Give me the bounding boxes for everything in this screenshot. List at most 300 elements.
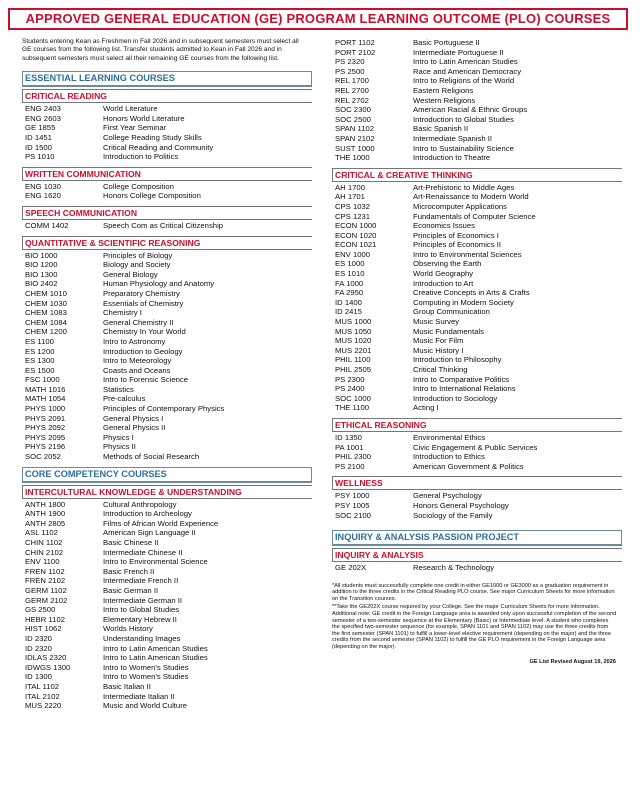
course-row <box>22 356 312 366</box>
course-row <box>332 317 622 327</box>
course-row <box>22 615 312 625</box>
course-code: PA 1001 <box>335 442 364 452</box>
critical-creative-heading: CRITICAL & CREATIVE THINKING <box>332 168 622 182</box>
footnote: **Take the GE202X course required by your College. See the major Curriculum Sheets for more information. <box>332 603 600 610</box>
course-row <box>332 183 622 193</box>
course-title: Introduction to Sociology <box>413 393 498 403</box>
course-row <box>22 548 312 558</box>
course-title: Intro to Women's Studies <box>103 672 189 682</box>
course-code: PHIL 2505 <box>335 365 372 374</box>
wellness-list <box>332 491 622 520</box>
course-code: ANTH 2805 <box>25 518 66 528</box>
course-title: Honors World Literature <box>103 113 185 123</box>
course-row <box>22 385 312 395</box>
course-title: Basic French II <box>103 566 155 576</box>
course-row <box>332 511 622 521</box>
course-row <box>332 115 622 125</box>
course-row <box>332 124 622 134</box>
course-code: PSY 1000 <box>335 491 370 501</box>
course-code: PHYS 2092 <box>25 423 66 433</box>
course-code: ITAL 1102 <box>25 681 60 691</box>
course-title: Intermediate Spanish II <box>413 133 493 143</box>
course-code: CHEM 1200 <box>25 327 67 337</box>
course-row <box>332 231 622 241</box>
course-title: Basic Italian II <box>103 681 151 691</box>
course-code: ES 1500 <box>25 365 55 375</box>
course-title: Understanding Images <box>103 633 181 643</box>
course-title: General Physics II <box>103 423 166 433</box>
course-code: REL 2700 <box>335 85 369 95</box>
course-title: Basic Spanish II <box>413 124 469 134</box>
course-title: College Reading Study Skills <box>103 133 202 142</box>
course-title: General Physics I <box>103 413 164 423</box>
course-row <box>22 644 312 654</box>
course-code: CHEM 1030 <box>25 298 67 308</box>
course-row <box>332 443 622 453</box>
course-code: SOC 2052 <box>25 452 61 462</box>
course-row <box>332 491 622 501</box>
course-title: American Racial & Ethnic Groups <box>413 105 528 115</box>
course-code: SUST 1000 <box>335 143 375 153</box>
footnotes <box>332 583 617 651</box>
intro-text: Students entering Kean as Freshmen in Fall 2026 and in subsequent semesters must select all GE courses from the following list. Transfer students admitted to Kean in Fall 2026 and in subsequent semesters must select all their remaining GE courses from the following list. <box>22 38 299 62</box>
course-title: Human Physiology and Anatomy <box>103 279 215 289</box>
course-title: Intermediate Chinese II <box>103 547 183 557</box>
course-row <box>22 289 312 299</box>
course-title: Economics Issues <box>413 221 475 231</box>
course-row <box>332 96 622 106</box>
course-row <box>22 682 312 692</box>
course-code: GERM 2102 <box>25 595 68 605</box>
course-code: BIO 2402 <box>25 279 58 289</box>
course-code: THE 1100 <box>335 403 370 413</box>
course-code: PHYS 1000 <box>25 404 66 414</box>
course-title: Speech Com as Critical Citizenship <box>103 220 224 230</box>
course-code: PHIL 2300 <box>335 452 372 462</box>
course-title: Critical Reading and Community <box>103 142 214 152</box>
course-code: MUS 1000 <box>335 317 372 327</box>
course-code: ID 2320 <box>25 633 52 643</box>
course-code: ENG 1620 <box>25 191 61 201</box>
course-row <box>22 337 312 347</box>
course-title: Intro to Comparative Politics <box>413 374 510 384</box>
course-code: ES 1010 <box>335 269 365 279</box>
course-title: Chemistry In Your World <box>103 327 186 337</box>
inquiry-list <box>332 563 622 573</box>
course-row <box>332 67 622 77</box>
course-row <box>332 134 622 144</box>
course-row <box>22 519 312 529</box>
course-row <box>332 298 622 308</box>
course-row <box>332 501 622 511</box>
course-title: Intro to Meteorology <box>103 356 172 366</box>
wellness-heading: WELLNESS <box>332 476 622 490</box>
course-title: Introduction to Politics <box>103 152 179 162</box>
course-title: Music History I <box>413 345 464 355</box>
course-row <box>332 212 622 222</box>
course-title: American Sign Language II <box>103 528 196 538</box>
course-title: Art-Renaissance to Modern World <box>413 192 529 202</box>
course-row <box>22 692 312 702</box>
critical-reading-list <box>22 104 312 162</box>
course-row <box>22 567 312 577</box>
course-code: SOC 2500 <box>335 114 371 124</box>
course-code: MUS 2201 <box>335 345 372 355</box>
course-code: ID 1300 <box>25 672 52 682</box>
course-row <box>22 299 312 309</box>
course-row <box>332 38 622 48</box>
course-code: ES 1300 <box>25 356 55 366</box>
course-code: ANTH 1800 <box>25 499 66 509</box>
course-code: AH 1701 <box>335 192 365 202</box>
course-code: FA 1000 <box>335 278 364 288</box>
course-row <box>332 462 622 472</box>
course-row <box>332 384 622 394</box>
course-title: Introduction to Geology <box>103 346 183 356</box>
course-title: Music and World Culture <box>103 701 188 711</box>
course-title: Intermediate German II <box>103 595 183 605</box>
course-row <box>22 152 312 162</box>
course-code: ES 1100 <box>25 336 54 346</box>
course-row <box>22 414 312 424</box>
course-row <box>22 133 312 143</box>
course-title: Introduction to Archeology <box>103 509 192 519</box>
inquiry-heading: INQUIRY & ANALYSIS PASSION PROJECT <box>332 530 622 546</box>
page-title: APPROVED GENERAL EDUCATION (GE) PROGRAM LEARNING OUTCOME (PLO) COURSES <box>8 8 628 30</box>
course-title: Intermediate Italian II <box>103 691 175 701</box>
course-code: GE 1855 <box>25 123 56 133</box>
course-row <box>332 57 622 67</box>
course-title: Eastern Religions <box>413 85 474 95</box>
course-title: Creative Concepts in Arts & Crafts <box>413 288 530 298</box>
course-code: MUS 1020 <box>335 336 372 346</box>
course-code: ID 1500 <box>25 142 52 152</box>
course-code: PS 2400 <box>335 384 365 394</box>
course-title: Intro to Environmental Science <box>103 557 208 567</box>
course-row <box>22 624 312 634</box>
course-row <box>22 375 312 385</box>
quantitative-list <box>22 251 312 462</box>
course-title: Microcomputer Applications <box>413 201 507 211</box>
course-code: PHYS 2091 <box>25 413 66 423</box>
course-code: PORT 2102 <box>335 47 376 57</box>
course-row <box>22 442 312 452</box>
course-title: Introduction to Art <box>413 278 474 288</box>
course-code: HEBR 1102 <box>25 614 66 624</box>
course-row <box>332 250 622 260</box>
core-heading: CORE COMPETENCY COURSES <box>22 467 312 483</box>
course-title: Group Communication <box>413 307 490 317</box>
course-code: CHIN 2102 <box>25 547 64 557</box>
course-row <box>332 307 622 317</box>
course-row <box>22 114 312 124</box>
course-row <box>332 375 622 385</box>
course-code: PS 1010 <box>25 152 55 162</box>
course-title: Intro to Religions of the World <box>413 76 515 86</box>
course-row <box>22 557 312 567</box>
course-title: Intro to Latin American Studies <box>103 653 208 663</box>
course-code: PHYS 2095 <box>25 432 66 442</box>
course-title: Intro to Women's Studies <box>103 662 189 672</box>
course-row <box>332 433 622 443</box>
course-title: Intro to Sustainability Science <box>413 143 514 153</box>
course-row <box>332 355 622 365</box>
course-code: MATH 1016 <box>25 384 66 394</box>
course-title: Research & Technology <box>413 563 495 573</box>
course-row <box>22 576 312 586</box>
course-title: Music Fundamentals <box>413 326 484 336</box>
course-code: ENV 1000 <box>335 249 371 259</box>
course-row <box>22 653 312 663</box>
course-row <box>22 538 312 548</box>
course-code: MUS 1050 <box>335 326 372 336</box>
course-title: Acting I <box>413 403 439 413</box>
course-code: ENG 2603 <box>25 113 61 123</box>
course-row <box>332 403 622 413</box>
course-title: World Geography <box>413 269 474 279</box>
course-code: BIO 1300 <box>25 269 58 279</box>
course-code: IDWGS 1300 <box>25 662 71 672</box>
course-code: SPAN 2102 <box>335 133 375 143</box>
course-code: CHEM 1010 <box>25 288 67 298</box>
course-title: Intro to Latin American Studies <box>103 643 208 653</box>
course-code: PS 2300 <box>335 374 365 384</box>
course-code: FA 2950 <box>335 288 364 298</box>
course-row <box>22 596 312 606</box>
course-row <box>332 259 622 269</box>
course-row <box>22 191 312 201</box>
course-row <box>22 270 312 280</box>
course-title: Intro to Astronomy <box>103 336 166 346</box>
course-title: Sociology of the Family <box>413 510 493 520</box>
course-row <box>22 605 312 615</box>
course-title: Music Survey <box>413 317 460 327</box>
course-code: ENV 1100 <box>25 557 60 567</box>
course-row <box>332 327 622 337</box>
course-code: ECON 1021 <box>335 240 377 250</box>
course-code: THE 1000 <box>335 153 370 163</box>
course-row <box>22 663 312 673</box>
course-code: SOC 1000 <box>335 393 371 403</box>
course-row <box>332 288 622 298</box>
course-title: Intro to Environmental Sciences <box>413 249 522 259</box>
course-row <box>332 269 622 279</box>
course-row <box>22 327 312 337</box>
course-code: CHEM 1084 <box>25 317 67 327</box>
course-code: ID 2415 <box>335 307 362 317</box>
course-title: Introduction to Ethics <box>413 452 485 462</box>
course-title: General Chemistry II <box>103 317 174 327</box>
course-row <box>332 279 622 289</box>
course-code: ID 1350 <box>335 432 362 442</box>
course-code: BIO 1000 <box>25 250 58 260</box>
course-row <box>332 452 622 462</box>
course-code: MATH 1054 <box>25 394 66 404</box>
course-code: CHIN 1102 <box>25 538 63 547</box>
course-code: HIST 1062 <box>25 624 62 634</box>
course-title: Honors General Psychology <box>413 500 509 510</box>
course-row <box>332 394 622 404</box>
ethical-list <box>332 433 622 471</box>
course-row <box>22 509 312 519</box>
course-row <box>22 123 312 133</box>
speech-communication-heading: SPEECH COMMUNICATION <box>22 206 312 220</box>
course-row <box>22 366 312 376</box>
course-title: College Composition <box>103 181 174 191</box>
course-title: World Literature <box>103 104 158 114</box>
course-title: Physics II <box>103 442 136 452</box>
course-code: ASL 1102 <box>25 528 58 538</box>
course-title: Intro to Global Studies <box>103 605 180 615</box>
course-code: ECON 1000 <box>335 221 377 231</box>
course-title: Intermediate French II <box>103 576 179 586</box>
course-row <box>22 500 312 510</box>
course-title: Statistics <box>103 384 134 394</box>
course-row <box>22 221 312 231</box>
course-title: Fundamentals of Computer Science <box>413 211 536 221</box>
course-row <box>332 76 622 86</box>
course-code: PS 2320 <box>335 57 365 67</box>
course-title: Art-Prehistoric to Middle Ages <box>413 182 515 192</box>
course-row <box>332 346 622 356</box>
course-title: Western Religions <box>413 95 476 105</box>
course-code: FREN 1102 <box>25 566 65 576</box>
course-code: ANTH 1900 <box>25 509 66 519</box>
course-row <box>22 433 312 443</box>
course-code: COMM 1402 <box>25 220 69 230</box>
course-title: Introduction to Global Studies <box>413 114 514 124</box>
course-code: REL 1700 <box>335 76 369 86</box>
course-title: Worlds History <box>103 624 153 634</box>
course-title: Intro to Latin American Studies <box>413 57 518 67</box>
revised-date: GE List Revised August 19, 2026 <box>529 658 616 665</box>
course-code: FSC 1000 <box>25 375 60 385</box>
course-code: CPS 1231 <box>335 211 371 221</box>
course-code: ID 1400 <box>335 297 362 307</box>
course-code: ECON 1020 <box>335 230 377 240</box>
course-row <box>22 701 312 711</box>
footnote: Additional note: GE credit in the Foreign Language area is awarded only upon successful completion of the second semester of a two-semester sequence at the Elementary (Basic) or Intermediate level. A student who completes the specified two-semester sequence (for example, SPAN 1101 and SPAN 1102) may use the three credits from the first semester (SPAN 1101) to fulfill a lower-level elective requirement (depending on the major) and the three credits from the second semester (SPAN 1102) to fulfill the GE PLO requirement in the Foreign Language area (depending on the major). <box>332 611 617 651</box>
speech-communication-list <box>22 221 312 231</box>
course-title: Principles of Biology <box>103 250 173 260</box>
course-code: GERM 1102 <box>25 585 67 595</box>
course-code: ID 1451 <box>25 133 52 142</box>
course-code: ES 1200 <box>25 346 55 356</box>
inquiry-analysis-heading: INQUIRY & ANALYSIS <box>332 548 622 562</box>
course-code: MUS 2220 <box>25 701 62 711</box>
course-title: Intro to International Relations <box>413 384 516 394</box>
course-code: ES 1000 <box>335 259 365 269</box>
course-code: PS 2500 <box>335 66 365 76</box>
right-column <box>332 38 622 665</box>
course-title: Environmental Ethics <box>413 432 486 442</box>
course-code: SPAN 1102 <box>335 124 375 134</box>
course-row <box>22 394 312 404</box>
course-code: PORT 1102 <box>335 38 375 47</box>
course-title: Pre-calculus <box>103 394 146 404</box>
course-title: Principles of Contemporary Physics <box>103 404 225 414</box>
course-title: Observing the Earth <box>413 259 482 269</box>
course-row <box>332 144 622 154</box>
course-title: Introduction to Philosophy <box>413 355 502 365</box>
course-code: PSY 1005 <box>335 500 370 510</box>
course-row <box>332 221 622 231</box>
course-row <box>332 202 622 212</box>
quantitative-heading: QUANTITATIVE & SCIENTIFIC REASONING <box>22 236 312 250</box>
course-row <box>332 105 622 115</box>
course-code: REL 2702 <box>335 95 369 105</box>
course-title: Critical Thinking <box>413 365 468 374</box>
essential-heading: ESSENTIAL LEARNING COURSES <box>22 71 312 87</box>
course-title: Civic Engagement & Public Services <box>413 442 538 452</box>
course-title: Principles of Economics II <box>413 240 502 250</box>
course-code: SOC 2300 <box>335 105 371 115</box>
course-row <box>22 143 312 153</box>
course-row <box>22 182 312 192</box>
course-row <box>332 336 622 346</box>
course-title: Basic Chinese II <box>103 538 159 547</box>
course-row <box>332 365 622 375</box>
course-code: GS 2500 <box>25 605 56 615</box>
course-title: General Psychology <box>413 491 482 501</box>
course-title: Intro to Forensic Science <box>103 375 189 385</box>
course-title: Cultural Anthropology <box>103 499 177 509</box>
course-title: Basic Portuguese II <box>413 38 480 47</box>
course-row <box>22 452 312 462</box>
course-code: SOC 2100 <box>335 510 371 520</box>
course-row <box>332 153 622 163</box>
written-communication-list <box>22 182 312 201</box>
course-title: Elementary Hebrew II <box>103 614 177 624</box>
course-row <box>22 251 312 261</box>
course-code: IDLAS 2320 <box>25 653 67 663</box>
course-row <box>22 634 312 644</box>
course-title: Films of African World Experience <box>103 518 219 528</box>
course-row <box>22 260 312 270</box>
course-title: Intermediate Portuguese II <box>413 47 504 57</box>
course-title: Chemistry I <box>103 308 142 318</box>
intercultural-list <box>22 500 312 711</box>
course-row <box>332 240 622 250</box>
course-code: BIO 1200 <box>25 260 58 270</box>
critical-reading-heading: CRITICAL READING <box>22 89 312 103</box>
course-code: CHEM 1083 <box>25 308 67 318</box>
course-row <box>22 586 312 596</box>
course-row <box>332 192 622 202</box>
course-code: ENG 1030 <box>25 181 61 191</box>
course-code: ENG 2403 <box>25 104 61 114</box>
footnote: *All students must successfully complete one credit in either GE1000 or GE3000 as a graduation requirement in addition to the three credits in the Critical Reading PLO course. See major Curriculum Sheets for more information on the Transition courses. <box>332 582 615 602</box>
course-code: GE 202X <box>335 563 367 573</box>
left-column <box>22 38 312 716</box>
course-title: Principles of Economics I <box>413 230 499 240</box>
written-communication-heading: WRITTEN COMMUNICATION <box>22 167 312 181</box>
course-row <box>22 318 312 328</box>
critical-creative-list <box>332 183 622 413</box>
course-title: Honors College Composition <box>103 191 201 201</box>
course-title: Coasts and Oceans <box>103 365 171 375</box>
course-row <box>22 404 312 414</box>
course-row <box>332 48 622 58</box>
course-row <box>22 423 312 433</box>
ethical-heading: ETHICAL REASONING <box>332 418 622 432</box>
course-code: CPS 1032 <box>335 201 371 211</box>
course-code: ITAL 2102 <box>25 691 60 701</box>
course-title: Computing in Modern Society <box>413 297 514 307</box>
course-code: FREN 2102 <box>25 576 66 586</box>
course-row <box>22 347 312 357</box>
course-title: Biology and Society <box>103 260 171 270</box>
